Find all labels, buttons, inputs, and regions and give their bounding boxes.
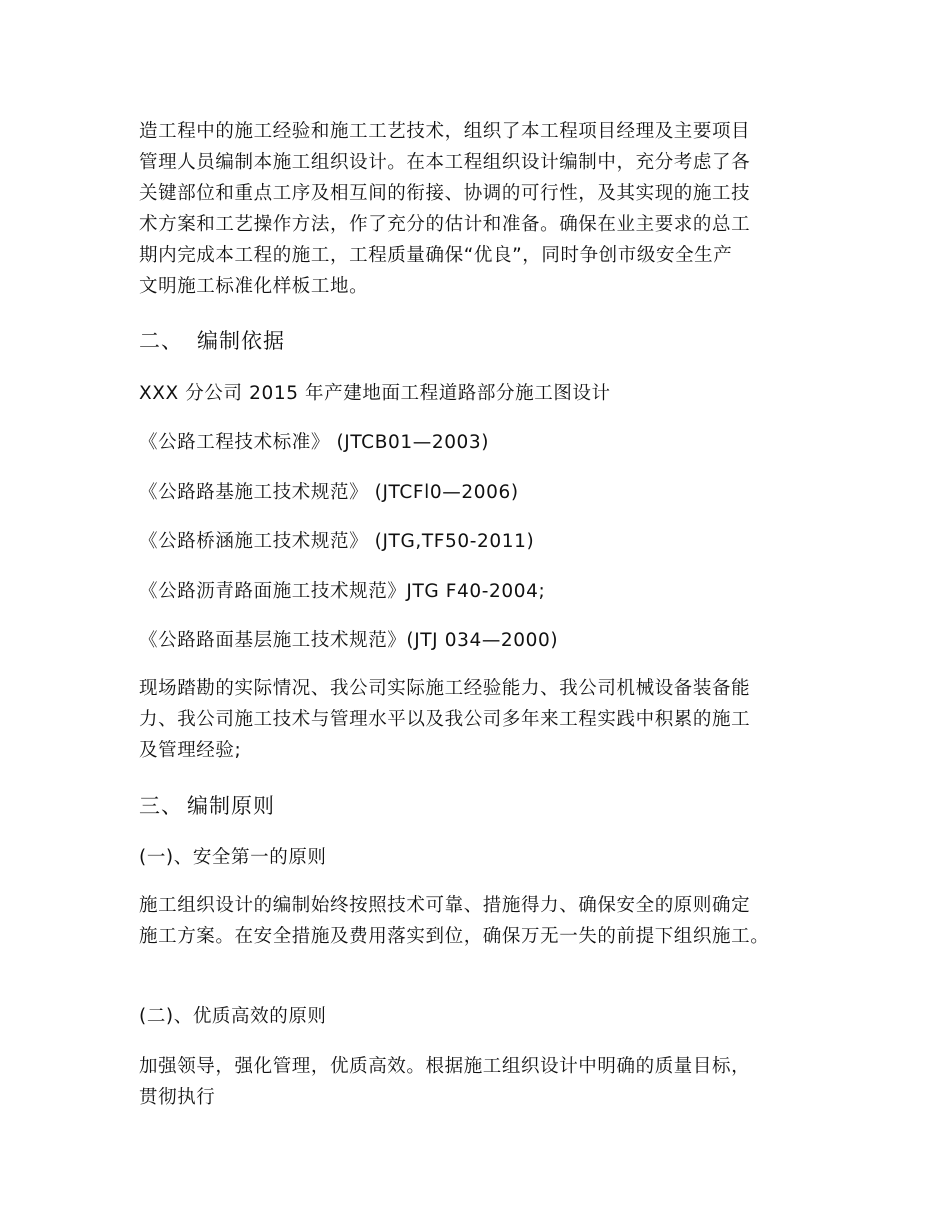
site-line-3: 及管理经验; — [139, 740, 242, 761]
section-two-title: 编制依据 — [197, 329, 285, 353]
intro-line-6: 文明施工标准化样板工地。 — [139, 276, 369, 297]
site-line-2: 力、我公司施工技术与管理水平以及我公司多年来工程实践中积累的施工 — [139, 709, 751, 730]
site-paragraph — [139, 673, 829, 766]
intro-line-3: 关键部位和重点工序及相互间的衔接、协调的可行性，及其实现的施工技 — [139, 183, 751, 204]
principle-two-line-2: 贯彻执行 — [139, 1087, 216, 1108]
site-line-1: 现场踏勘的实际情况、我公司实际施工经验能力、我公司机械设备装备能 — [139, 678, 751, 699]
section-two-number: 二、 — [139, 329, 183, 353]
principle-one-paragraph — [139, 890, 829, 952]
reference-item-2: 《公路工程技术标准》 (JTCB01—2003) — [139, 432, 490, 453]
intro-line-1: 造工程中的施工经验和施工工艺技术，组织了本工程项目经理及主要项目 — [139, 121, 751, 142]
principle-one-line-1: 施工组织设计的编制始终按照技术可靠、措施得力、确保安全的原则确定 — [139, 895, 751, 916]
principle-one-heading: (一)、安全第一的原则 — [139, 847, 327, 868]
reference-item-3: 《公路路基施工技术规范》 (JTCFl0—2006) — [139, 482, 519, 503]
principle-two-line-1: 加强领导，强化管理，优质高效。根据施工组织设计中明确的质量目标， — [139, 1056, 751, 1077]
principle-one-line-2: 施工方案。在安全措施及费用落实到位，确保万无一失的前提下组织施工。 — [139, 926, 770, 947]
reference-item-5: 《公路沥青路面施工技术规范》JTG F40-2004; — [139, 581, 546, 602]
intro-line-5: 期内完成本工程的施工，工程质量确保“优良”，同时争创市级安全生产 — [139, 245, 733, 266]
intro-paragraph — [139, 116, 829, 302]
intro-line-4: 术方案和工艺操作方法，作了充分的估计和准备。确保在业主要求的总工 — [139, 214, 751, 235]
section-three-number: 三、 — [139, 794, 183, 818]
section-three-title: 编制原则 — [187, 794, 275, 818]
section-three-heading — [139, 790, 829, 820]
section-two-heading — [139, 325, 829, 355]
intro-line-2: 管理人员编制本施工组织设计。在本工程组织设计编制中，充分考虑了各 — [139, 152, 751, 173]
reference-item-4: 《公路桥涵施工技术规范》 (JTG,TF50-2011) — [139, 531, 535, 552]
reference-item-6: 《公路路面基层施工技术规范》(JTJ 034—2000) — [139, 630, 559, 651]
principle-two-heading: (二)、优质高效的原则 — [139, 1006, 327, 1027]
reference-item-1: XXX 分公司 2015 年产建地面工程道路部分施工图设计 — [139, 383, 611, 404]
principle-two-paragraph — [139, 1051, 829, 1113]
